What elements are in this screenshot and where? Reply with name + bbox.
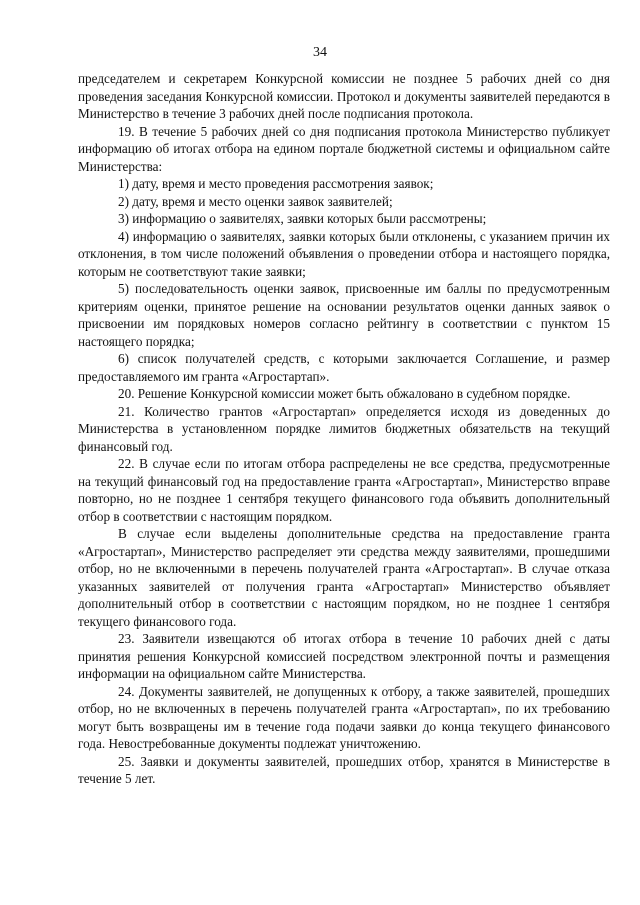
paragraph-continuation: председателем и секретарем Конкурсной комиссии не позднее 5 рабочих дней со дня проведения заседания Конкурсной комиссии. Протокол и документы заявителей передаются в Министерство в течение 3 рабочих дней после подписания протокола. [78, 71, 610, 121]
paragraph-22: 22. В случае если по итогам отбора распределены не все средства, предусмотренные на текущий финансовый год на предоставление гранта «Агростартап», Министерство вправе повторно, но не позднее 1 сентября текущего финансового года объявить дополнительный отбор в соответствии с настоящим порядком. [78, 456, 610, 524]
list-item-6: 6) список получателей средств, с которыми заключается Соглашение, и размер предоставляемого им гранта «Агростартап». [78, 351, 610, 384]
paragraph-19: 19. В течение 5 рабочих дней со дня подписания протокола Министерство публикует информацию об итогах отбора на едином портале бюджетной системы и официальном сайте Министерства: [78, 123, 610, 174]
page-number: 34 [313, 45, 327, 60]
paragraph-23: 23. Заявители извещаются об итогах отбора в течение 10 рабочих дней с даты принятия решения Конкурсной комиссией посредством электронной почты и размещения информации на официальном сайте Министерства. [78, 631, 610, 681]
paragraph-22-addendum: В случае если выделены дополнительные средства на предоставление гранта «Агростартап», Министерство распределяет эти средства между заявителями, прошедшими отбор, но не включенными в перечень получателей гранта «Агростартап». В случае отказа указанных заявителей от получения гранта «Агростартап» Министерство объявляет дополнительный отбор в соответствии с настоящим порядком, но не позднее 1 сентября текущего финансового года. [78, 526, 610, 629]
paragraph-20: 20. Решение Конкурсной комиссии может быть обжаловано в судебном порядке. [118, 386, 571, 401]
list-item-2: 2) дату, время и место оценки заявок заявителей; [118, 193, 393, 209]
paragraph-21: 21. Количество грантов «Агростартап» определяется исходя из доведенных до Министерства в установленном порядке лимитов бюджетных обязательств на текущий финансовый год. [78, 403, 610, 454]
paragraph-25: 25. Заявки и документы заявителей, прошедших отбор, хранятся в Министерстве в течение 5 лет. [78, 753, 610, 786]
list-item-3: 3) информацию о заявителях, заявки которых были рассмотрены; [118, 211, 487, 226]
list-item-5: 5) последовательность оценки заявок, присвоенные им баллы по предусмотренным критериям оценки, принятое решение на основании результатов оценки данных заявок о присвоении им порядковых номеров согласно рейтингу в соответствии с пунктом 15 настоящего порядка; [78, 281, 610, 349]
list-item-1: 1) дату, время и место проведения рассмотрения заявок; [118, 176, 434, 191]
list-item-4: 4) информацию о заявителях, заявки которых были отклонены, с указанием причин их отклонения, в том числе положений объявления о проведении отбора и настоящего порядка, которым не соответствуют такие заявки; [78, 228, 610, 279]
document-body [78, 70, 610, 788]
paragraph-24: 24. Документы заявителей, не допущенных к отбору, а также заявителей, прошедших отбор, но не включенных в перечень получателей гранта «Агростартап», по их требованию могут быть возвращены им в течение года подачи заявки до конца текущего финансового года. Невостребованные документы подлежат уничтожению. [78, 683, 610, 751]
